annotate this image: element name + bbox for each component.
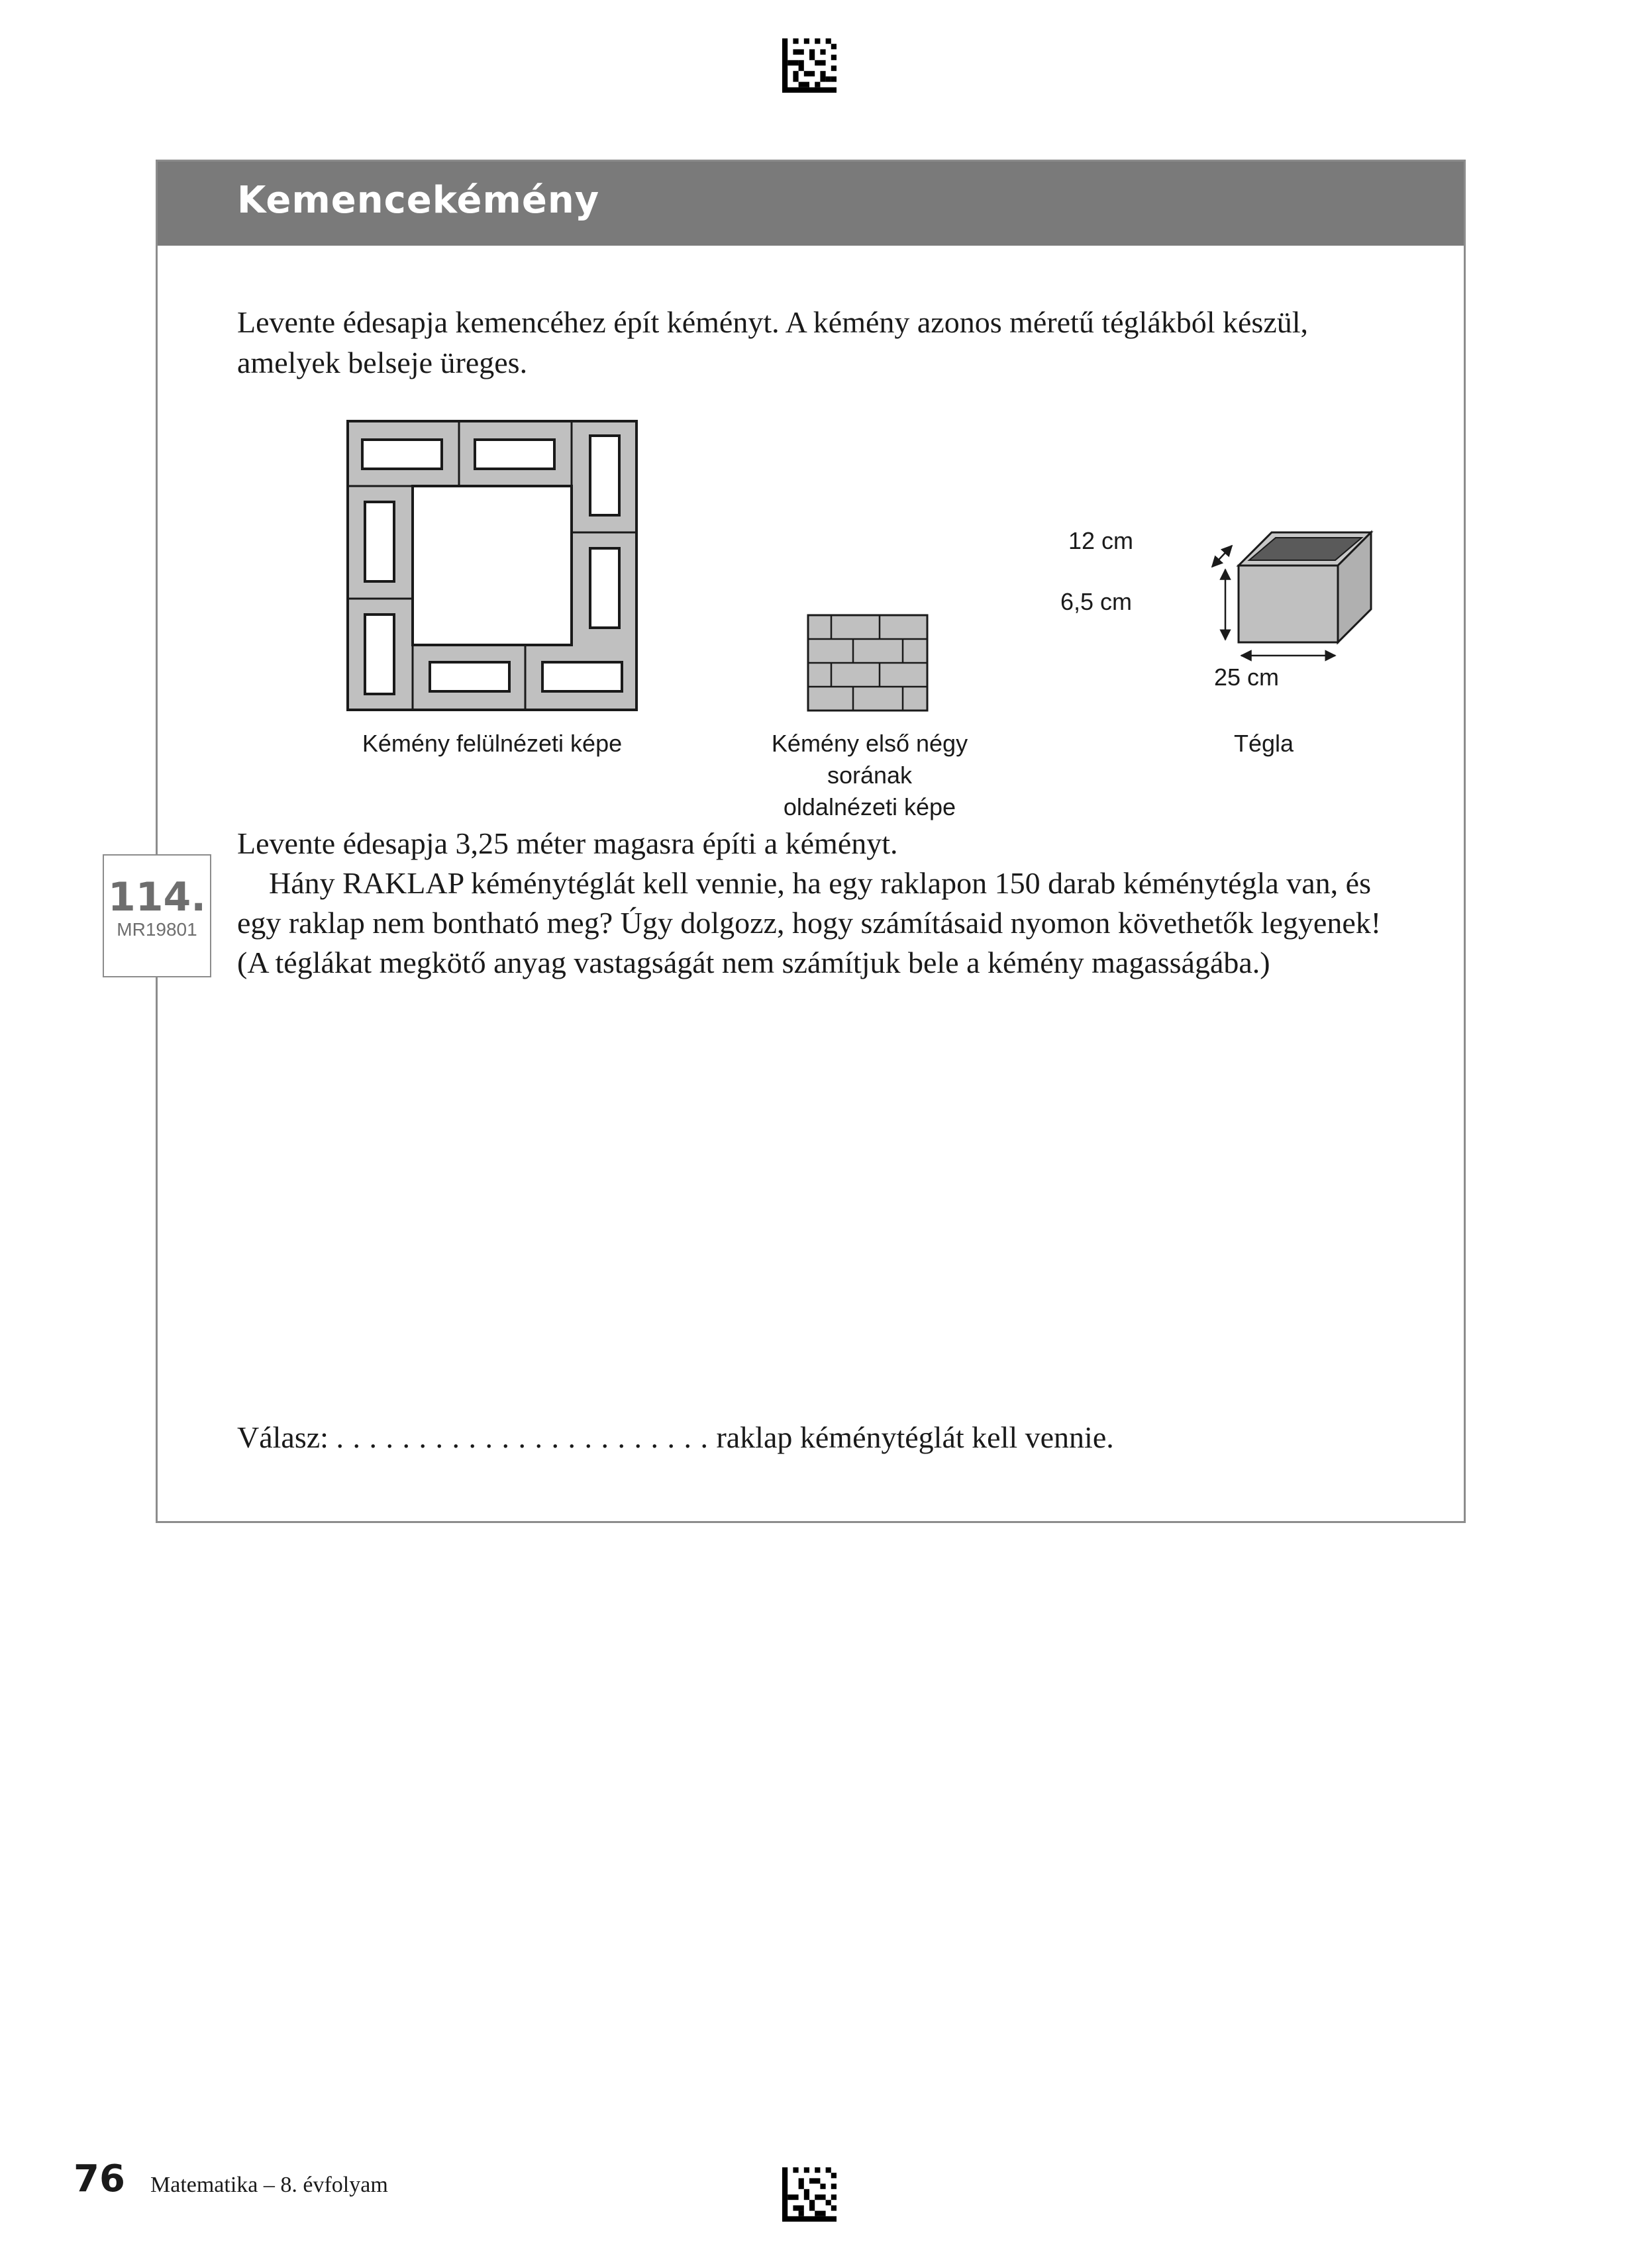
page-number: 76 <box>74 2157 125 2200</box>
task-number-box <box>103 854 211 977</box>
side-view-label-line-2: oldalnézeti képe <box>783 793 956 820</box>
problem-line-4: (A téglákat megkötő anyag vastagságát nem számítjuk bele a kémény magasságába.) <box>237 946 1270 979</box>
problem-line-2: Hány RAKLAP kéménytéglát kell vennie, ha egy raklapon 150 darab kéménytégla van, és <box>269 866 1371 900</box>
qr-code-bottom <box>782 2167 837 2222</box>
problem-line-1: Levente édesapja 3,25 méter magasra építi a kéményt. <box>237 826 898 860</box>
side-view-label-line-1: Kémény első négy sorának <box>771 730 968 789</box>
top-view-label: Kémény felülnézeti képe <box>362 730 623 757</box>
chimney-top-view-figure <box>346 420 638 711</box>
problem-text <box>237 824 1456 983</box>
task-code: MR19801 <box>117 919 197 940</box>
brick-depth-label: 12 cm <box>1068 527 1134 554</box>
answer-blank[interactable]: . . . . . . . . . . . . . . . . . . . . . . . <box>336 1420 709 1454</box>
problem-line-3: egy raklap nem bontható meg? Úgy dolgozz, hogy számításaid nyomon követhetők legyenek! <box>237 906 1382 940</box>
intro-line-2: amelyek belseje üreges. <box>237 346 528 379</box>
task-intro <box>237 302 1429 383</box>
task-title: Kemencekémény <box>237 179 600 222</box>
brick-length-label: 25 cm <box>1214 664 1280 691</box>
answer-suffix: raklap kéménytéglát kell vennie. <box>716 1420 1114 1454</box>
answer-prefix: Válasz: <box>237 1420 329 1454</box>
answer-line <box>237 1418 1114 1457</box>
side-view-label <box>727 728 1012 823</box>
intro-line-1: Levente édesapja kemencéhez épít kéményt. A kémény azonos méretű téglákból készül, <box>237 305 1309 339</box>
qr-code-top <box>782 38 837 93</box>
brick-label: Tégla <box>1233 730 1294 757</box>
footer-subject: Matematika – 8. évfolyam <box>150 2173 388 2197</box>
chimney-side-view-figure <box>807 614 929 712</box>
task-number: 114. <box>107 874 207 920</box>
title-bar <box>158 162 1464 246</box>
task-box <box>156 160 1466 1523</box>
brick-height-label: 6,5 cm <box>1060 588 1133 615</box>
